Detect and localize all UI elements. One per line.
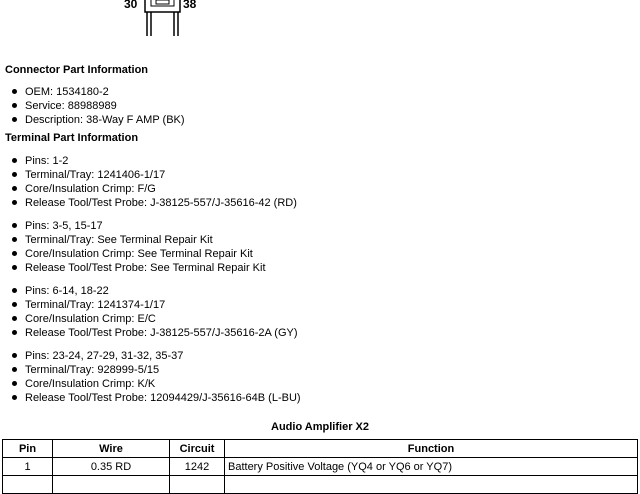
list-item: Pins: 3-5, 15-17 bbox=[12, 219, 266, 233]
list-item: Release Tool/Test Probe: See Terminal Repair Kit bbox=[12, 261, 266, 275]
cell-pin: 1 bbox=[3, 458, 53, 476]
terminal-group-2 bbox=[12, 219, 266, 275]
list-item: Release Tool/Test Probe: J-38125-557/J-35616-42 (RD) bbox=[12, 196, 297, 210]
table-title: Audio Amplifier X2 bbox=[271, 421, 369, 433]
cell-circuit bbox=[170, 476, 225, 494]
connector-part-heading: Connector Part Information bbox=[5, 64, 149, 76]
connector-drawing bbox=[118, 0, 218, 40]
list-item: OEM: 1534180-2 bbox=[12, 85, 185, 99]
header-wire: Wire bbox=[53, 440, 170, 458]
cell-function: Battery Positive Voltage (YQ4 or YQ6 or YQ7) bbox=[225, 458, 638, 476]
list-item: Release Tool/Test Probe: J-38125-557/J-35616-2A (GY) bbox=[12, 326, 298, 340]
header-pin: Pin bbox=[3, 440, 53, 458]
list-item: Core/Insulation Crimp: E/C bbox=[12, 312, 298, 326]
list-item: Pins: 23-24, 27-29, 31-32, 35-37 bbox=[12, 349, 301, 363]
list-item: Core/Insulation Crimp: F/G bbox=[12, 182, 297, 196]
list-item: Terminal/Tray: 1241406-1/17 bbox=[12, 168, 297, 182]
list-item: Core/Insulation Crimp: K/K bbox=[12, 377, 301, 391]
cell-wire bbox=[53, 476, 170, 494]
connector-part-list bbox=[12, 85, 185, 127]
list-item: Pins: 6-14, 18-22 bbox=[12, 284, 298, 298]
list-item: Core/Insulation Crimp: See Terminal Repair Kit bbox=[12, 247, 266, 261]
cell-circuit: 1242 bbox=[170, 458, 225, 476]
cell-function bbox=[225, 476, 638, 494]
table-header-row bbox=[3, 440, 638, 458]
terminal-group-4 bbox=[12, 349, 301, 405]
cell-wire: 0.35 RD bbox=[53, 458, 170, 476]
list-item: Service: 88988989 bbox=[12, 99, 185, 113]
pin-number-right: 38 bbox=[183, 0, 197, 11]
list-item: Terminal/Tray: 1241374-1/17 bbox=[12, 298, 298, 312]
connector-outline-icon bbox=[118, 0, 218, 40]
terminal-group-1 bbox=[12, 154, 297, 210]
terminal-part-heading: Terminal Part Information bbox=[5, 132, 139, 144]
table-row bbox=[3, 458, 638, 476]
list-item: Pins: 1-2 bbox=[12, 154, 297, 168]
pin-number-left: 30 bbox=[124, 0, 138, 11]
cell-pin bbox=[3, 476, 53, 494]
list-item: Terminal/Tray: 928999-5/15 bbox=[12, 363, 301, 377]
header-circuit: Circuit bbox=[170, 440, 225, 458]
pin-table bbox=[2, 439, 638, 494]
terminal-group-3 bbox=[12, 284, 298, 340]
header-function: Function bbox=[225, 440, 638, 458]
list-item: Terminal/Tray: See Terminal Repair Kit bbox=[12, 233, 266, 247]
list-item: Release Tool/Test Probe: 12094429/J-35616-64B (L-BU) bbox=[12, 391, 301, 405]
table-row bbox=[3, 476, 638, 494]
list-item: Description: 38-Way F AMP (BK) bbox=[12, 113, 185, 127]
